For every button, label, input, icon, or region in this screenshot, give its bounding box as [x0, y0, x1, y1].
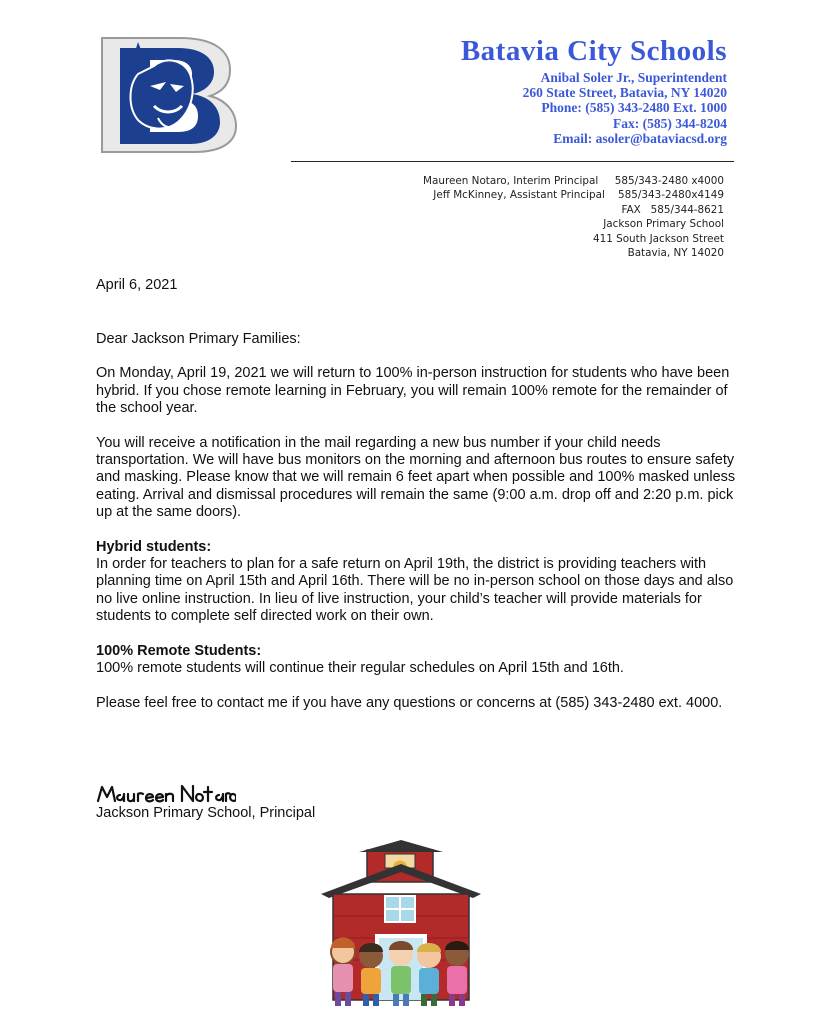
handwritten-signature — [96, 781, 236, 807]
hybrid-text: In order for teachers to plan for a safe return on April 19th, the district is providing teachers with planning time on April 15th and April 16th. There will be no in-person school on those days and also no live online instruction. In lieu of live instruction, your child’s teacher will provide materials for students to complete self directed work on their own. — [96, 556, 734, 625]
principal-contact: Maureen Notaro, Interim Principal 585/343-2480 x4000 — [423, 175, 724, 187]
assistant-principal-contact: Jeff McKinney, Assistant Principal 585/343-2480x4149 — [433, 189, 724, 202]
district-address: 260 State Street, Batavia, NY 14020 — [522, 85, 727, 101]
school-name: Jackson Primary School — [603, 218, 724, 231]
hybrid-heading: Hybrid students: — [96, 538, 212, 555]
schoolhouse-illustration — [315, 838, 487, 1010]
district-phone: Phone: (585) 343-2480 Ext. 1000 — [541, 100, 727, 116]
letter-date: April 6, 2021 — [96, 277, 178, 293]
superintendent: Anibal Soler Jr., Superintendent — [540, 70, 727, 85]
remote-heading: 100% Remote Students: — [96, 642, 262, 659]
district-fax: Fax: (585) 344-8204 — [613, 115, 727, 131]
district-name: Batavia City Schools — [460, 35, 727, 67]
hybrid-section — [96, 539, 736, 626]
district-letterhead — [461, 34, 727, 146]
remote-text: 100% remote students will continue their regular schedules on April 15th and 16th. — [96, 660, 624, 677]
school-contact-block — [423, 174, 724, 260]
school-city: Batavia, NY 14020 — [627, 247, 724, 260]
paragraph-return-announcement: On Monday, April 19, 2021 we will return to 100% in-person instruction for students who have been hybrid. If you chose remote learning in February, you will remain 100% remote for the remainder of the school year. — [96, 365, 730, 417]
district-email: Email: asoler@bataviacsd.org — [553, 130, 727, 146]
remote-section — [96, 643, 736, 678]
paragraph-transportation: You will receive a notification in the mail regarding a new bus number if your child needs transportation. We will have bus monitors on the morning and afternoon bus routes to ensure safety and masking. Please know that we will remain 6 feet apart when possible and 100% masked unless eating. Arrival and dismissal procedures will remain the same (9:00 a.m. drop off and 2:20 p.m. pick up at the same doors). — [96, 434, 736, 521]
school-street: 411 South Jackson Street — [592, 232, 724, 245]
letter-body — [96, 331, 736, 729]
district-logo — [98, 34, 240, 154]
greeting: Dear Jackson Primary Families: — [96, 331, 301, 347]
signer-title: Jackson Primary School, Principal — [96, 805, 316, 821]
school-fax: FAX 585/344-8621 — [621, 203, 724, 216]
contact-paragraph: Please feel free to contact me if you have any questions or concerns at (585) 343-2480 ext. 4000. — [96, 694, 723, 711]
header-divider — [291, 161, 734, 162]
